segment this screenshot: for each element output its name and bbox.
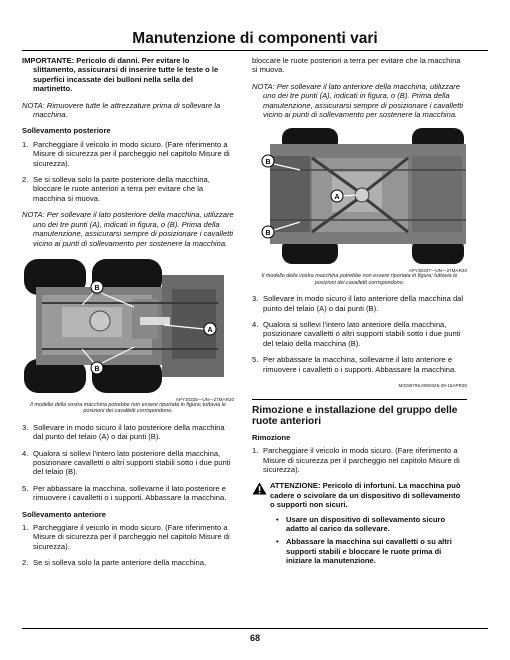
footer-rule <box>22 628 488 629</box>
list-item: 3. Sollevare in modo sicuro il lato anteriore della macchina dal punto del telaio (A) o dai punti (B). <box>252 294 464 313</box>
list-item: 4. Qualora si sollevi l'intero lato anteriore della macchina, posizionare cavalletti o altri supporti stabili sotto i due punti del telaio della macchina (B). <box>252 320 461 348</box>
list-item: 2. Se si solleva solo la parte posteriore della macchina, bloccare le ruote anteriori a terra per evitare che la macchina si muova. <box>22 175 210 203</box>
callout-b-top: B <box>265 159 271 167</box>
callout-a: A <box>334 194 340 202</box>
front-steps-list <box>22 523 234 568</box>
important-notice <box>22 56 234 94</box>
rear-steps-list-2 <box>22 423 234 503</box>
figure-caption: Il modello della vostra macchina potrebbe non essere riportata in figura; tuttavia le posizioni dei cavalletti corrispondono. <box>30 401 226 415</box>
list-item: 1. Parcheggiare il veicolo in modo sicuro. (Fare riferimento a Misure di sicurezza per il parcheggio nel capitolo Misure di sicurezza). <box>22 522 230 551</box>
list-item: 1. Parcheggiare il veicolo in modo sicuro. (Fare riferimento a Misure di sicurezza per il parcheggio nel capitolo Misure di sicurezza). <box>252 446 460 474</box>
front-underside-illustration <box>252 126 467 266</box>
continued-text: bloccare le ruote posteriori a terra per evitare che la macchina si muova. <box>252 56 461 75</box>
note-remove-attachments: NOTA: Rimuovere tutte le attrezzature prima di sollevare la macchina. <box>22 100 221 120</box>
bullet-icon: • <box>276 514 279 524</box>
list-item: 5. Per abbassare la macchina, sollevarne il lato posteriore e rimuovere i cavalletti o i supporti. Abbassare la macchina. <box>22 483 227 503</box>
note-front-lifting: NOTA: Per sollevare il lato anteriore della macchina, utilizzare uno dei tre punti (A), indicati in figura, o (B). Prima della manutenzione, assicurarsi sempre di posizionare i cavalletti vicino ai punti di sollevamento per sostenere la macchina. <box>252 81 464 120</box>
front-lifting-heading: Sollevamento anteriore <box>22 509 106 519</box>
rear-lifting-heading: Sollevamento posteriore <box>22 126 111 136</box>
title-rule <box>22 50 488 51</box>
bullet-icon: • <box>276 537 279 547</box>
list-item: • Usare un dispositivo di sollevamento sicuro adatto al carico da sollevare. <box>276 514 446 533</box>
important-text: Pericolo di danni. Per evitare lo slittamento, assicurarsi di inserire tutte le teste o le superfici incassate dei bulloni nella sella del martinetto. <box>33 56 219 94</box>
page-number: 68 <box>249 633 260 643</box>
important-lead: IMPORTANTE: <box>22 56 75 65</box>
front-underside-figure <box>252 126 467 266</box>
callout-b-bottom: B <box>94 365 100 373</box>
rear-underside-figure <box>22 255 234 395</box>
front-steps-list-2 <box>252 294 467 374</box>
list-item: • Abbassare la macchina sui cavalletti o su altri supporti stabili e bloccare le ruote prima di iniziare la manutenzione. <box>276 537 452 566</box>
warning-bullets <box>270 515 467 566</box>
callout-b-bottom: B <box>265 230 271 238</box>
callout-a: A <box>207 326 213 334</box>
rear-steps-list <box>22 140 234 203</box>
note-rear-lifting: NOTA: Per sollevare il lato posteriore della macchina, utilizzare uno dei tre punti (A), indicati in figura, o (B). Prima della manutenzione, assicurarsi sempre di posizionare i cavalletti vicino ai punti di sollevamento per sostenere la macchina. <box>22 210 234 248</box>
removal-steps-list <box>252 446 467 474</box>
figure-caption: Il modello della vostra macchina potrebbe non essere riportata in figura; tuttavia le posizioni dei cavalletti corrispondono. <box>261 273 458 286</box>
section-divider <box>252 399 467 400</box>
list-item: 5. Per abbassare la macchina, sollevarne il lato anteriore e rimuovere i cavalletti o i supporti. Abbassare la macchina. <box>252 355 457 374</box>
left-column <box>22 56 234 575</box>
warning-triangle-icon <box>252 481 270 569</box>
document-id: MIG59795,0000325-39-15APR20 <box>398 383 467 389</box>
list-item: 3. Sollevare in modo sicuro il lato posteriore della macchina dal punto del telaio (A) o dai punti (B). <box>22 422 225 442</box>
list-item: 1. Parcheggiare il veicolo in modo sicuro. (Fare riferimento a Misure di sicurezza per il parcheggio nel capitolo Misure di sicurezza). <box>22 139 230 168</box>
figure-code: APY30337—UN—27MAR20 <box>408 268 467 274</box>
page-title: Manutenzione di componenti vari <box>132 30 378 47</box>
rear-underside-illustration <box>22 255 234 395</box>
warning-body <box>270 481 467 569</box>
callout-b-top: B <box>94 284 100 292</box>
removal-heading: Rimozione <box>252 432 291 442</box>
section-heading: Rimozione e installazione del gruppo delle ruote anteriori <box>252 404 458 428</box>
list-item: 4. Qualora si sollevi l'intero lato posteriore della macchina, posizionare cavalletti o altri supporti stabili sotto i due punti del telaio (B). <box>22 448 231 477</box>
list-item: 2. Se si solleva solo la parte anteriore della macchina, <box>22 558 207 568</box>
right-column <box>252 56 467 570</box>
figure-code: APY30335—UN—27MAR20 <box>175 396 234 402</box>
warning-block <box>252 481 467 569</box>
warning-text: ATTENZIONE: Pericolo di infortuni. La macchina può cadere o scivolare da un dispositivo di sollevamento o supporti non sicuri. <box>270 481 461 510</box>
